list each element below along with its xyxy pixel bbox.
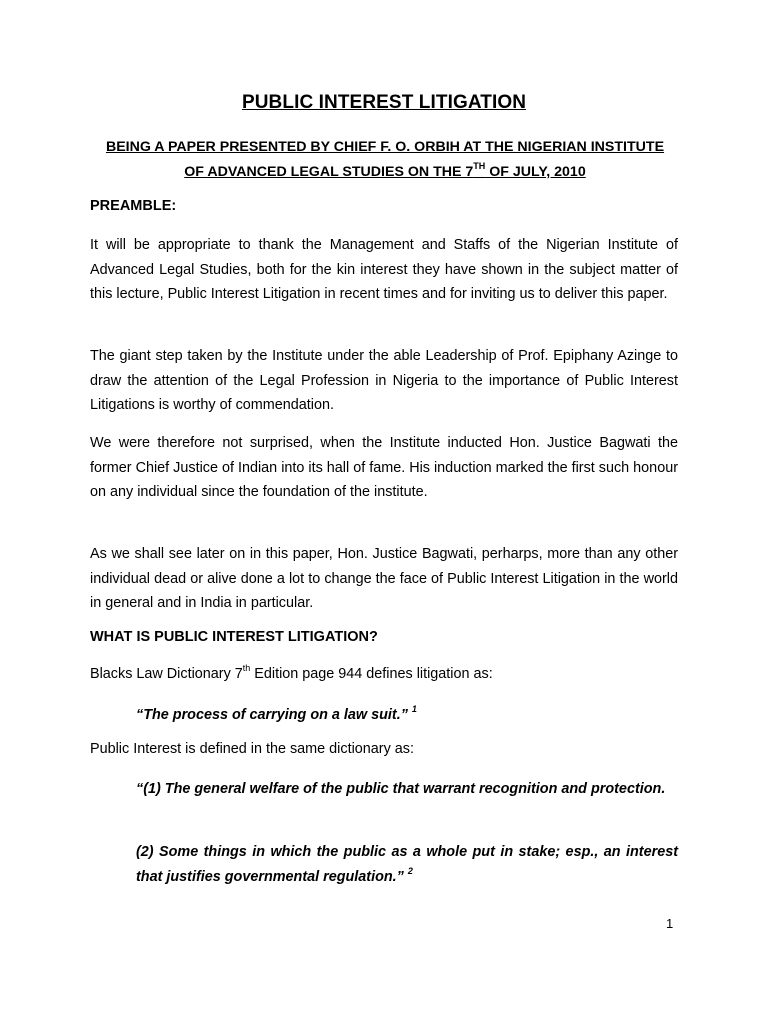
subtitle-line-2-post: OF JULY, 2010 — [485, 164, 586, 180]
paragraph-3: We were therefore not surprised, when the Institute inducted Hon. Justice Bagwati the former Chief Justice of Indian into its hall of fame. His induction marked the first such honour on any individual since the foundation of the institute. — [90, 435, 678, 500]
blacks-line-post: Edition page 944 defines litigation as: — [250, 666, 493, 682]
document-subtitle — [90, 135, 680, 185]
document-title: PUBLIC INTEREST LITIGATION — [241, 92, 527, 113]
blacks-superscript: th — [242, 663, 251, 673]
paragraph-1: It will be appropriate to thank the Management and Staffs of the Nigerian Institute of Advanced Legal Studies, both for the kin interest they have shown in the subject matter of this lecture, Public Interest Litigation in recent times and for inviting us to deliver this paper. — [90, 237, 678, 302]
footnote-ref-2: 2 — [407, 865, 413, 876]
section-heading: WHAT IS PUBLIC INTEREST LITIGATION? — [90, 629, 378, 645]
subtitle-superscript: TH — [473, 161, 486, 171]
page-number: 1 — [666, 916, 674, 931]
quote-litigation — [136, 703, 678, 728]
quote-public-interest-2 — [136, 840, 678, 889]
quote-public-interest-1: “(1) The general welfare of the public that warrant recognition and protection. — [136, 781, 666, 797]
public-interest-line: Public Interest is defined in the same dictionary as: — [90, 741, 414, 757]
footnote-ref-1: 1 — [411, 704, 417, 714]
preamble-heading: PREAMBLE: — [90, 198, 177, 214]
quote-public-interest-2-text: (2) Some things in which the public as a whole put in stake; esp., an interest that justifies governmental regulation.” — [136, 844, 678, 885]
paragraph-4: As we shall see later on in this paper, Hon. Justice Bagwati, perharps, more than any other individual dead or alive done a lot to change the face of Public Interest Litigation in the world in general and in India in particular. — [90, 546, 678, 611]
paragraph-2: The giant step taken by the Institute under the able Leadership of Prof. Epiphany Azinge to draw the attention of the Legal Profession in Nigeria to the importance of Public Interest Litigations is worthy of commendation. — [90, 348, 678, 413]
blacks-line-pre: Blacks Law Dictionary 7 — [90, 666, 243, 682]
subtitle-line-1: BEING A PAPER PRESENTED BY CHIEF F. O. ORBIH AT THE NIGERIAN INSTITUTE — [105, 139, 665, 155]
blacks-definition-line — [90, 663, 493, 682]
subtitle-line-2-pre: OF ADVANCED LEGAL STUDIES ON THE 7 — [184, 164, 474, 180]
quote-litigation-text: “The process of carrying on a law suit.” — [136, 707, 408, 723]
